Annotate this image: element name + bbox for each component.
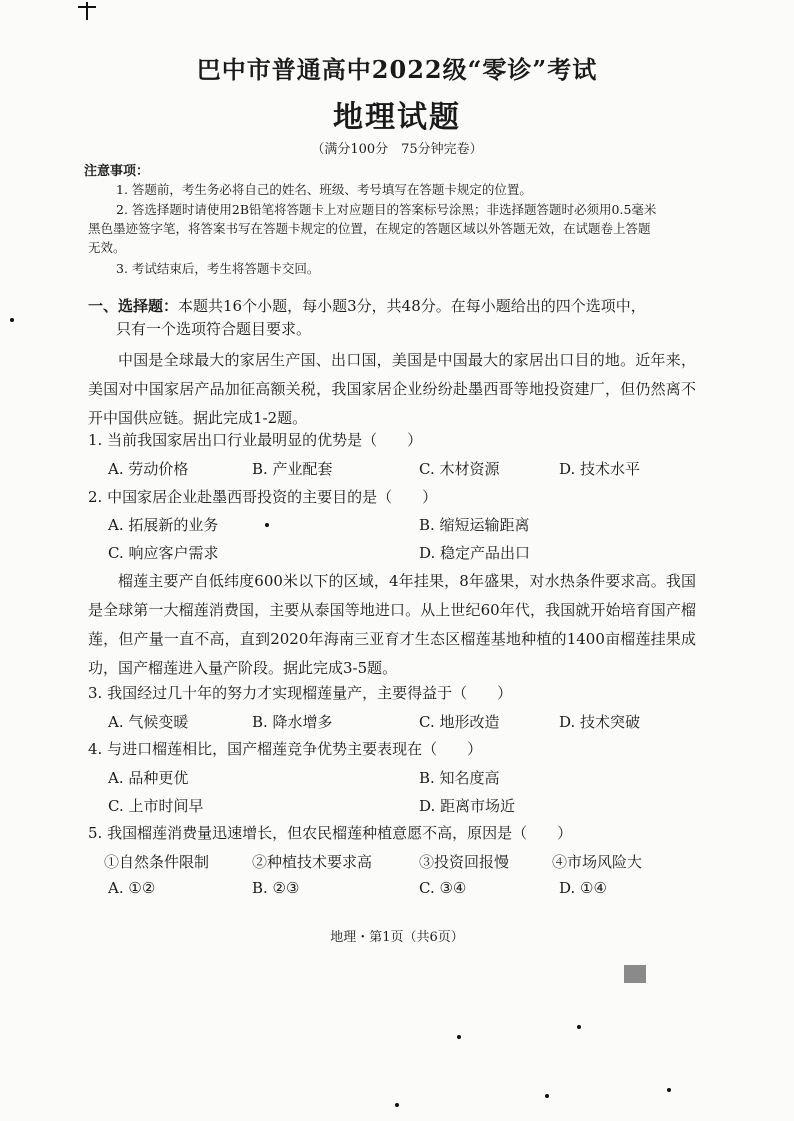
option-d: D. 技术突破 (559, 713, 641, 731)
question-stem: 4. 与进口榴莲相比，国产榴莲竞争优势主要表现在（ ） (88, 740, 483, 758)
option-d: D. 技术水平 (559, 460, 641, 478)
question-stem: 2. 中国家居企业赴墨西哥投资的主要目的是（ ） (88, 488, 438, 506)
scan-dot (395, 1103, 399, 1107)
notice-item: 3. 考试结束后，考生将答题卡交回。 (116, 261, 320, 276)
statement-4: ④市场风险大 (552, 853, 643, 871)
option-b: B. 缩短运输距离 (419, 516, 530, 534)
option-b: B. 知名度高 (419, 769, 500, 787)
option-b: B. 产业配套 (252, 460, 333, 478)
option-b: B. 降水增多 (252, 713, 333, 731)
scan-gray-block (624, 965, 646, 983)
scan-dot (545, 1094, 549, 1098)
scan-dot (577, 1025, 581, 1029)
option-d: D. ①④ (559, 879, 607, 897)
subject-title: 地理试题 (333, 100, 461, 135)
scan-dot (10, 318, 14, 322)
question-stem: 1. 当前我国家居出口行业最明显的优势是（ ） (88, 431, 423, 449)
option-a: A. ①② (108, 879, 156, 897)
scan-mark-top-v (86, 2, 88, 20)
section-desc-2: 只有一个选项符合题目要求。 (116, 320, 312, 338)
statement-1: ①自然条件限制 (104, 853, 210, 871)
question-stem: 5. 我国榴莲消费量迅速增长，但农民榴莲种植意愿不高，原因是（ ） (88, 824, 573, 842)
page-footer: 地理・第1页（共6页） (330, 930, 464, 945)
option-c: C. 地形改造 (419, 713, 500, 731)
option-d: D. 稳定产品出口 (419, 544, 531, 562)
option-c: C. 响应客户需求 (108, 544, 219, 562)
option-c: C. 木材资源 (419, 460, 500, 478)
notice-heading: 注意事项： (84, 164, 150, 179)
statement-2: ②种植技术要求高 (252, 853, 373, 871)
option-c: C. 上市时间早 (108, 797, 204, 815)
option-b: B. ②③ (252, 879, 300, 897)
section-desc: 本题共16个小题，每小题3分，共48分。在每小题给出的四个选项中， (178, 297, 646, 315)
statement-3: ③投资回报慢 (419, 853, 510, 871)
scan-dot (457, 1035, 461, 1039)
option-a: A. 拓展新的业务 (108, 516, 219, 534)
exam-meta: （满分100分 75分钟完卷） (311, 142, 483, 157)
question-stem: 3. 我国经过几十年的努力才实现榴莲量产，主要得益于（ ） (88, 684, 513, 702)
notice-item: 2. 答选择题时请使用2B铅笔将答题卡上对应题目的答案标号涂黑；非选择题答题时必须用0.5毫米黑色墨迹签字笔，将答案书写在答题卡规定的位置，在规定的答题区域以外答题无效，在试题卷上答题无效。 (88, 202, 657, 255)
section-heading (88, 292, 688, 320)
section-title: 一、选择题： (88, 297, 179, 315)
notice-item: 1. 答题前，考生务必将自己的姓名、班级、考号填写在答题卡规定的位置。 (116, 182, 532, 197)
option-a: A. 气候变暖 (108, 713, 189, 731)
exam-title: 巴中市普通高中2022级“零诊”考试 (196, 55, 598, 84)
option-d: D. 距离市场近 (419, 797, 516, 815)
passage-2: 榴莲主要产自低纬度600米以下的区域，4年挂果，8年盛果，对水热条件要求高。我国是全球第一大榴莲消费国，主要从泰国等地进口。从上世纪60年代，我国就开始培育国产榴莲，但产量一直不高，直到2020年海南三亚育才生态区榴莲基地种植的1400亩榴莲挂果成功，国产榴莲进入量产阶段。据此完成3-5题。 (88, 572, 696, 677)
option-c: C. ③④ (419, 879, 467, 897)
scan-dot (265, 523, 269, 527)
option-a: A. 品种更优 (108, 769, 189, 787)
passage-1: 中国是全球最大的家居生产国、出口国，美国是中国最大的家居出口目的地。近年来，美国对中国家居产品加征高额关税，我国家居企业纷纷赴墨西哥等地投资建厂，但仍然离不开中国供应链。据此完成1-2题。 (88, 351, 696, 427)
option-a: A. 劳动价格 (108, 460, 189, 478)
scan-dot (667, 1088, 671, 1092)
